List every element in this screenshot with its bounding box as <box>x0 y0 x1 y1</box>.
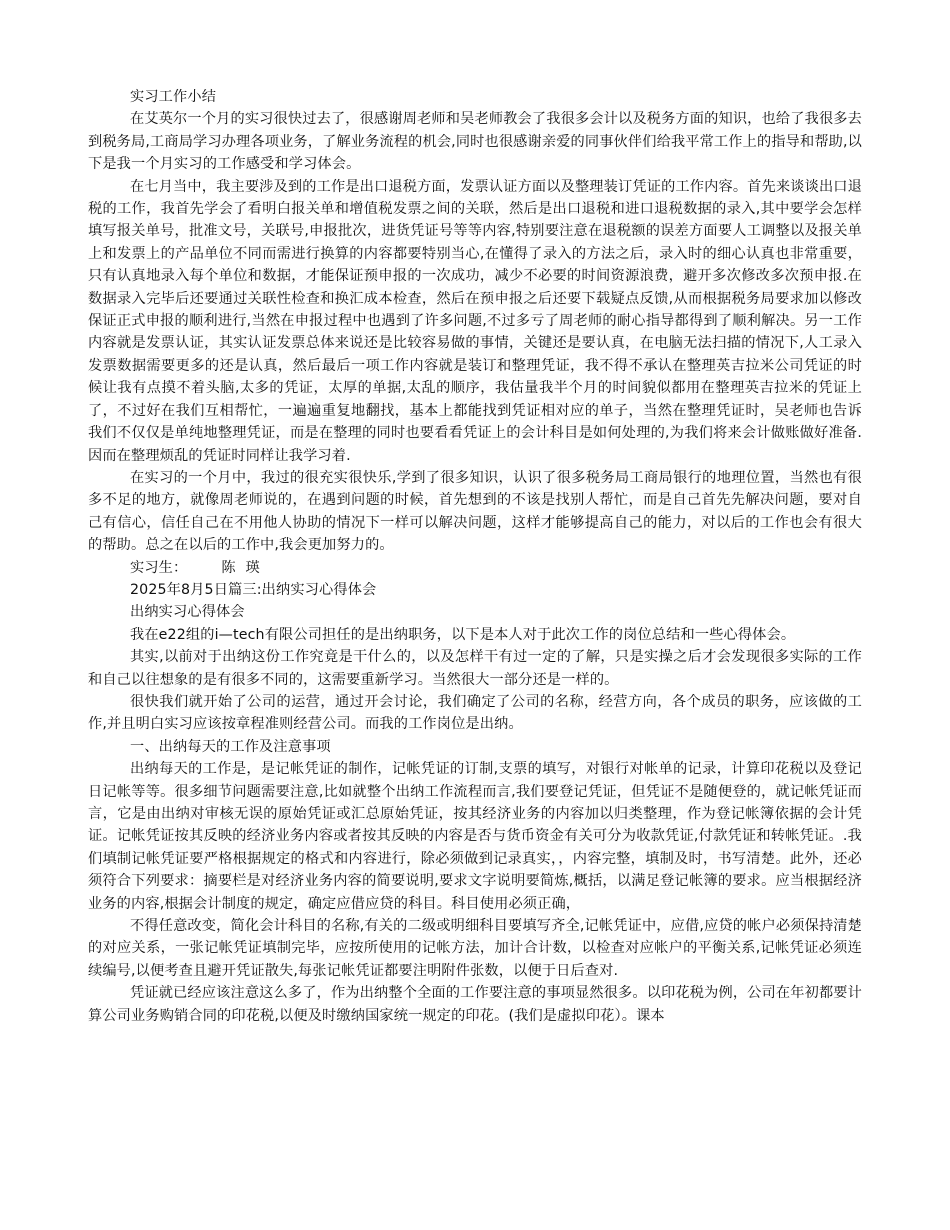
paragraph-7: 出纳每天的工作是，是记帐凭证的制作，记帐凭证的订制,支票的填写，对银行对帐单的记录，计算印花税以及登记日记帐等等。很多细节问题需要注意,比如就整个出纳工作流程而言,我们要登记凭证，但凭证不是随便登的，就记帐凭证而言，它是由出纳对审核无误的原始凭证或汇总原始凭证，按其经济业务的内容加以归类整理，作为登记帐簿依据的会计凭证。记帐凭证按其反映的经济业务内容或者按其反映的内容是否与货币资金有关可分为收款凭证,付款凭证和转帐凭证。.我们填制记帐凭证要严格根据规定的格式和内容进行，除必须做到记录真实，，内容完整，填制及时，书写清楚。此外，还必须符合下列要求：摘要栏是对经济业务内容的简要说明,要求文字说明要简炼,概括，以满足登记帐簿的要求。应当根据经济业务的内容,根据会计制度的规定，确定应借应贷的科目。科目使用必须正确， <box>88 761 862 912</box>
date-line: 2025年8月5日篇三:出纳实习心得体会 <box>130 581 377 598</box>
paragraph-6: 很快我们就开始了公司的运营，通过开会讨论，我们确定了公司的名称，经营方向，各个成员的职务，应该做的工作,并且明白实习应该按章程准则经营公司。而我的工作岗位是出纳。 <box>88 693 862 733</box>
paragraph-2: 在七月当中，我主要涉及到的工作是出口退税方面，发票认证方面以及整理装订凭证的工作内容。首先来谈谈出口退税的工作，我首先学会了看明白报关单和增值税发票之间的关联，然后是出口退税和进口退税数据的录入,其中要学会怎样填写报关单号，批准文号，关联号,申报批次，进货凭证号等等内容,特别要注意在退税额的误差方面要人工调整以及报关单上和发票上的产品单位不同而需进行换算的内容都要特别当心,在懂得了录入的方法之后，录入时的细心认真也非常重要，只有认真地录入每个单位和数据，才能保证预申报的一次成功，减少不必要的时间资源浪费，避开多次修改多次预申报.在数据录入完毕后还要通过关联性检查和换汇成本检查，然后在预申报之后还要下载疑点反馈,从而根据税务局要求加以修改保证正式申报的顺利进行,当然在申报过程中也遇到了许多问题,不过多亏了周老师的耐心指导都得到了顺利解决。另一工作内容就是发票认证，其实认证发票总体来说还是比较容易做的事情，关键还是要认真，在电脑无法扫描的情况下,人工录入发票数据需要更多的还是认真，然后最后一项工作内容就是装订和整理凭证，我不得不承认在整理英吉拉米公司凭证的时候让我有点摸不着头脑,太多的凭证，太厚的单据,太乱的顺序，我估量我半个月的时间貌似都用在整理英吉拉米的凭证上了，不过好在我们互相帮忙，一遍遍重复地翻找，基本上都能找到凭证相对应的单子，当然在整理凭证时，吴老师也告诉我们不仅仅是单纯地整理凭证，而是在整理的同时也要看看凭证上的会计科目是如何处理的,为我们将来会计做账做好准备.因而在整理烦乱的凭证时同样让我学习着. <box>88 178 862 464</box>
paragraph-8: 不得任意改变，简化会计科目的名称,有关的二级或明细科目要填写齐全,记帐凭证中，应借,应贷的帐户必须保持清楚的对应关系，一张记帐凭证填制完毕，应按所使用的记帐方法，加计合计数，以检查对应帐户的平衡关系,记帐凭证必须连续编号,以便考查且避开凭证散失,每张记帐凭证都要注明附件张数，以便于日后查对. <box>88 918 862 979</box>
document-title: 实习工作小结 <box>130 89 217 105</box>
signature-label: 实习生： <box>130 559 188 576</box>
signature-name: 陈瑛 <box>221 559 270 576</box>
document-page <box>88 86 862 1027</box>
paragraph-3: 在实习的一个月中，我过的很充实很快乐,学到了很多知识，认识了很多税务局工商局银行的地理位置，当然也有很多不足的地方，就像周老师说的，在遇到问题的时候，首先想到的不该是找别人帮忙，而是自己首先先解决问题，要对自己有信心，信任自己在不用他人协助的情况下一样可以解决问题，这样才能够提高自己的能力，对以后的工作也会有很大的帮助。总之在以后的工作中,我会更加努力的。 <box>88 469 862 554</box>
paragraph-4: 我在e22组的i—tech有限公司担任的是出纳职务，以下是本人对于此次工作的岗位总结和一些心得体会。 <box>130 626 796 643</box>
section-heading: 一、出纳每天的工作及注意事项 <box>130 738 331 755</box>
paragraph-9: 凭证就已经应该注意这么多了，作为出纳整个全面的工作要注意的事项显然很多。以印花税为例，公司在年初都要计算公司业务购销合同的印花税,以便及时缴纳国家统一规定的印花。(我们是虚拟印花）。课本 <box>88 985 862 1024</box>
section-subtitle: 出纳实习心得体会 <box>130 604 245 621</box>
paragraph-1: 在艾英尔一个月的实习很快过去了，很感谢周老师和吴老师教会了我很多会计以及税务方面的知识，也给了我很多去到税务局,工商局学习办理各项业务，了解业务流程的机会,同时也很感谢亲爱的同事伙伴们给我平常工作上的指导和帮助,以下是我一个月实习的工作感受和学习体会。 <box>88 111 862 173</box>
paragraph-5: 其实,以前对于出纳这份工作究竟是干什么的，以及怎样干有过一定的了解，只是实操之后才会发现很多实际的工作和自己以往想象的是有很多不同的，这需要重新学习。当然很大一部分还是一样的。 <box>88 649 862 688</box>
signature-line <box>88 557 862 579</box>
